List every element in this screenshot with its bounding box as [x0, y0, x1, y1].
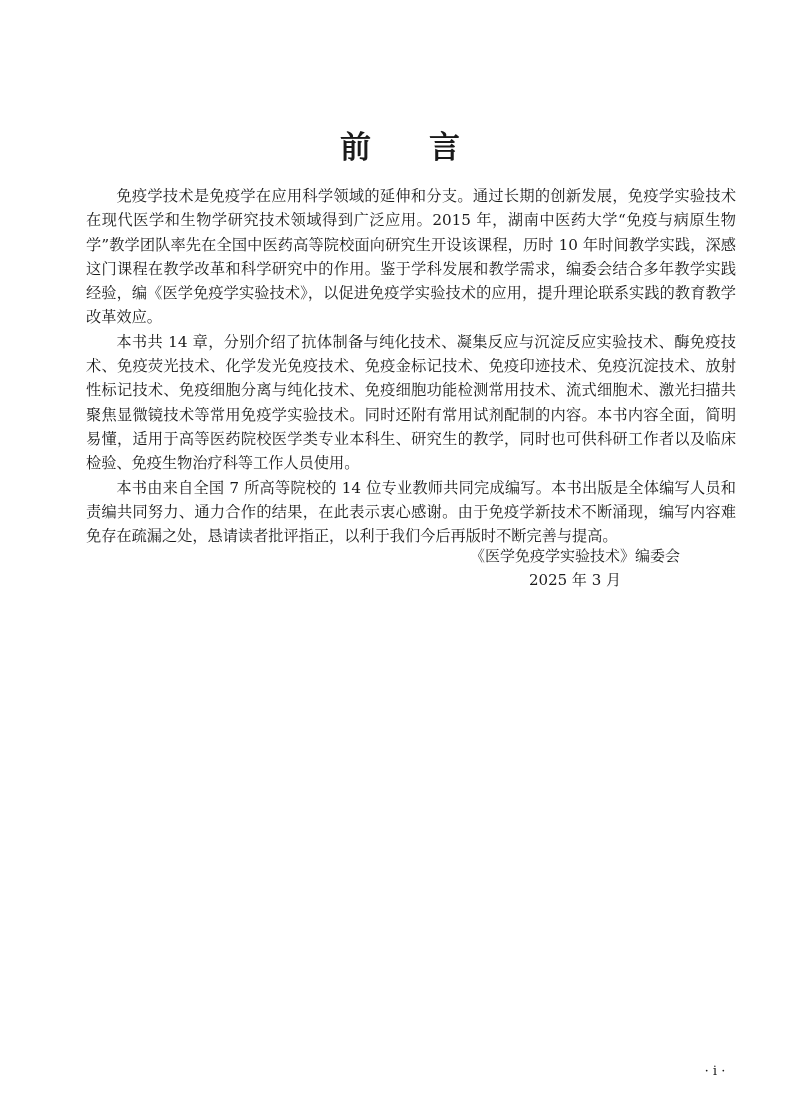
- publication-date: 2025 年 3 月: [528, 571, 622, 589]
- editorial-committee: 《医学免疫学实验技术》编委会: [469, 547, 680, 565]
- signature-block: [400, 544, 750, 592]
- page-title: 前言: [340, 130, 518, 166]
- page-number: · i ·: [704, 1064, 726, 1079]
- paragraph: 本书由来自全国 7 所高等院校的 14 位专业教师共同完成编写。本书出版是全体编写人员和责编共同努力、通力合作的结果，在此表示衷心感谢。由于免疫学新技术不断涌现，编写内容难免存在疏漏之处，恳请读者批评指正，以利于我们今后再版时不断完善与提高。: [86, 478, 736, 546]
- paragraph: 本书共 14 章，分别介绍了抗体制备与纯化技术、凝集反应与沉淀反应实验技术、酶免疫技术、免疫荧光技术、化学发光免疫技术、免疫金标记技术、免疫印迹技术、免疫沉淀技术、放射性标记技术、免疫细胞分离与纯化技术、免疫细胞功能检测常用技术、流式细胞术、激光扫描共聚焦显微镜技术等常用免疫学实验技术。同时还附有常用试剂配制的内容。本书内容全面，简明易懂，适用于高等医药院校医学类专业本科生、研究生的教学，同时也可供科研工作者以及临床检验、免疫生物治疗科等工作人员使用。: [86, 332, 736, 473]
- preface-body: [86, 184, 736, 548]
- paragraph: 免疫学技术是免疫学在应用科学领域的延伸和分支。通过长期的创新发展，免疫学实验技术在现代医学和生物学研究技术领域得到广泛应用。2015 年，湖南中医药大学“免疫与病原生物学”教学团队率先在全国中医药高等院校面向研究生开设该课程，历时 10 年时间教学实践，深感这门课程在教学改革和科学研究中的作用。鉴于学科发展和教学需求，编委会结合多年教学实践经验，编《医学免疫学实验技术》，以促进免疫学实验技术的应用，提升理论联系实践的教育教学改革效应。: [86, 187, 736, 327]
